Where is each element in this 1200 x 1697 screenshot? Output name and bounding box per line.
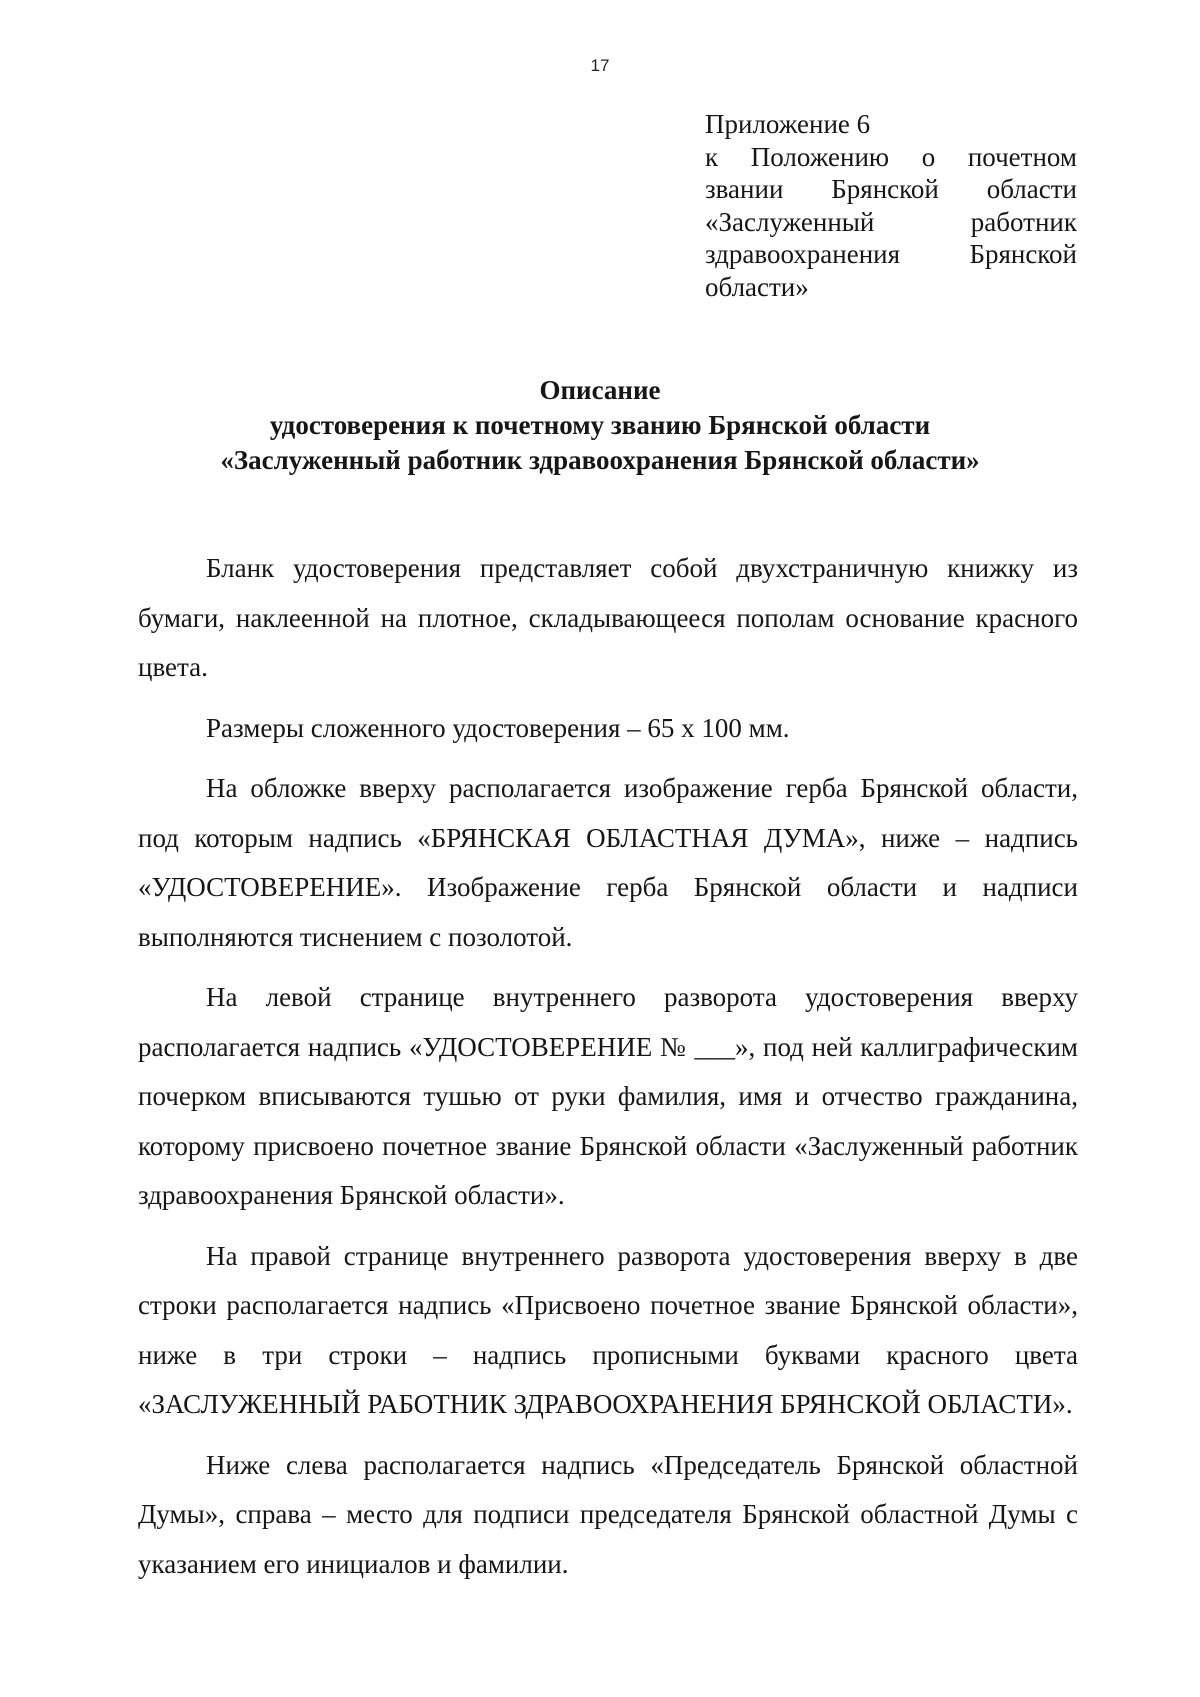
- appendix-reference: к Положению о почетном звании Брянской области «Заслуженный работник здравоохранения Брянской области»: [705, 141, 1077, 302]
- appendix-block: [705, 108, 1077, 303]
- paragraph-signature: Ниже слева располагается надпись «Председатель Брянской областной Думы», справа – место для подписи председателя Брянской областной Думы с указанием его инициалов и фамилии.: [138, 1449, 1078, 1579]
- document-heading: [100, 373, 1100, 478]
- paragraph-left-page: На левой странице внутреннего разворота удостоверения вверху располагается надпись «УДОСТОВЕРЕНИЕ № ___», под ней каллиграфическим почерком вписываются тушью от руки фамилия, имя и отчество гражданина, которому присвоено почетное звание Брянской области «Заслуженный работник здравоохранения Брянской области».: [138, 982, 1078, 1210]
- document-body: [138, 544, 1078, 1600]
- heading-award-name: «Заслуженный работник здравоохранения Брянской области»: [220, 445, 980, 475]
- paragraph-dimensions: Размеры сложенного удостоверения – 65 х 100 мм.: [206, 712, 790, 743]
- paragraph-blank-description: Бланк удостоверения представляет собой двухстраничную книжку из бумаги, наклеенной на плотное, складывающееся пополам основание красного цвета.: [138, 553, 1078, 682]
- page-number: 17: [590, 56, 610, 75]
- heading-title: Описание: [539, 375, 661, 405]
- appendix-title: Приложение 6: [705, 109, 871, 139]
- heading-subtitle: удостоверения к почетному званию Брянской области: [269, 410, 931, 440]
- paragraph-right-page: На правой странице внутреннего разворота удостоверения вверху в две строки располагается надпись «Присвоено почетное звание Брянской области», ниже в три строки – надпись прописными буквами красного цвета «ЗАСЛУЖЕННЫЙ РАБОТНИК ЗДРАВООХРАНЕНИЯ БРЯНСКОЙ ОБЛАСТИ».: [138, 1240, 1078, 1419]
- paragraph-cover: На обложке вверху располагается изображение герба Брянской области, под которым надпись «БРЯНСКАЯ ОБЛАСТНАЯ ДУМА», ниже – надпись «УДОСТОВЕРЕНИЕ». Изображение герба Брянской области и надписи выполняются тиснением с позолотой.: [138, 773, 1078, 952]
